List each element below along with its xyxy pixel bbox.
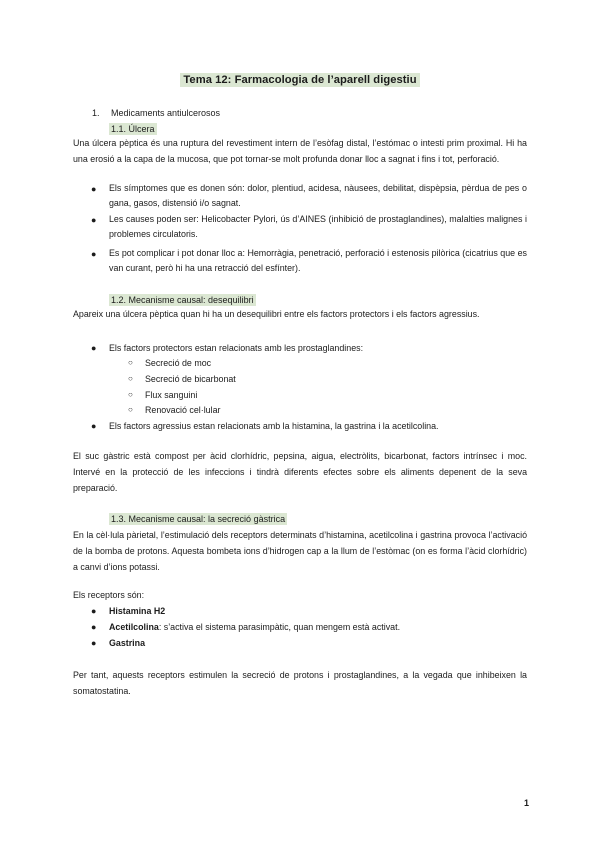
bullet-icon: ● (91, 184, 97, 194)
subsection-heading-secrecio: 1.3. Mecanisme causal: la secreció gàstrica (111, 514, 286, 524)
section-number: 1. (92, 108, 100, 118)
paragraph-desequilibri: Apareix una úlcera pèptica quan hi ha un desequilibri entre els factors protectors i els factors agressius. (73, 309, 480, 319)
bullet-icon: ● (91, 606, 97, 616)
paragraph-suc-gastric: El suc gàstric està compost per àcid clorhídric, pepsina, aigua, electròlits, bicarbonat, factors intrínsec i moc. Intervé en la protecció de les infeccions i tindrà diferents efectes sobre els aliments depenent de la seva preparació. (73, 451, 527, 493)
circle-bullet-icon: ○ (128, 358, 133, 367)
sub-bullet-item: Secreció de bicarbonat (145, 374, 236, 384)
paragraph-secrecio: En la cèl·lula pàrietal, l’estimulació dels receptors determinats d’histamina, acetilcolina i gastrina provoca l’activació de la bomba de protons. Aquesta bombeta ions d’hidrogen cap a la llum de l’estòmac (on es forma l’àcid clorhídric) a canvi d’ions potassi. (73, 530, 527, 573)
bullet-item: Es pot complicar i pot donar lloc a: Hemorràgia, penetració, perforació i estenosis pilòrica (cicatrius que es van curant, però hi ha una retracció del esfínter). (109, 248, 527, 274)
sub-bullet-item: Renovació cel·lular (145, 405, 221, 415)
subsection-heading-desequilibri: 1.2. Mecanisme causal: desequilibri (111, 295, 254, 305)
bullet-icon: ● (91, 622, 97, 632)
title-container (0, 70, 600, 88)
page-title: Tema 12: Farmacologia de l’aparell digestiu (180, 73, 419, 87)
bullet-icon: ● (91, 215, 97, 225)
sub-bullet-item: Secreció de moc (145, 358, 212, 368)
paragraph-ulcera: Una úlcera pèptica és una ruptura del revestiment intern de l’esòfag distal, l’estómac o intesti prim proximal. Hi ha una erosió a la capa de la mucosa, que pot tornar-se molt profunda donar lloc a sagnat i fins i tot, perforació. (73, 138, 527, 164)
receptor-item: Histamina H2 (109, 606, 166, 616)
subsection-heading-ulcera: 1.1. Úlcera (111, 124, 155, 134)
bullet-item: Els símptomes que es donen són: dolor, plentiud, acidesa, nàusees, debilitat, dispèpsia, pèrdua de pes o gana, gasos, distensió i/o sagnat. (109, 183, 527, 209)
bullet-icon: ● (91, 638, 97, 648)
circle-bullet-icon: ○ (128, 405, 133, 414)
section-heading: Medicaments antiulcerosos (111, 108, 221, 118)
page-number: 1 (523, 798, 529, 808)
receptor-item: Gastrina (109, 638, 146, 648)
bullet-icon: ● (91, 249, 97, 259)
bullet-icon: ● (91, 421, 97, 431)
circle-bullet-icon: ○ (128, 390, 133, 399)
circle-bullet-icon: ○ (128, 374, 133, 383)
protectors-intro: Els factors protectors estan relacionats amb les prostaglandines: (109, 343, 364, 353)
bullet-icon: ● (91, 343, 97, 353)
paragraph-conclusion: Per tant, aquests receptors estimulen la secreció de protons i prostaglandines, a la vegada que inhibeixen la somatostatina. (73, 670, 527, 696)
receptors-intro: Els receptors són: (73, 590, 145, 600)
bullet-item: Les causes poden ser: Helicobacter Pylori, ús d’AINES (inhibició de prostaglandines), malalties malignes i problemes circulatoris. (109, 214, 527, 240)
receptor-item: Acetilcolina: s’activa el sistema parasimpàtic, quan mengem està activat. (109, 622, 401, 632)
aggressors-intro: Els factors agressius estan relacionats amb la histamina, la gastrina i la acetilcolina. (109, 421, 439, 431)
sub-bullet-item: Flux sanguini (145, 390, 198, 400)
